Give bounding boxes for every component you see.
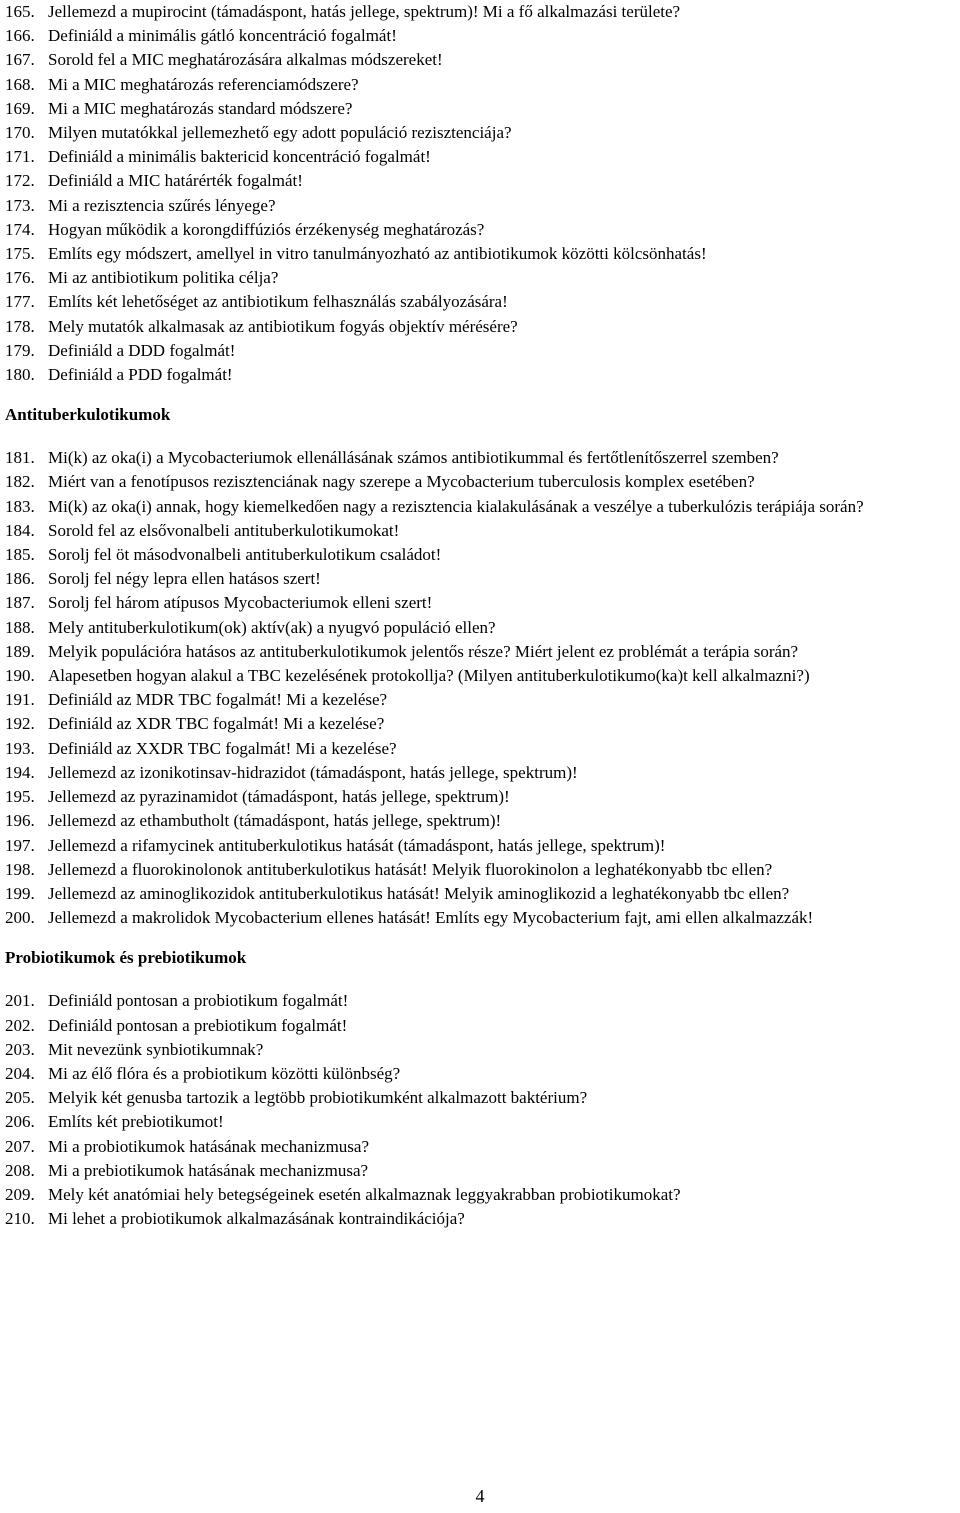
list-item bbox=[5, 495, 955, 519]
question-text: Mi a probiotikumok hatásának mechanizmusa? bbox=[48, 1136, 370, 1156]
question-number: 204. bbox=[5, 1063, 35, 1083]
list-item bbox=[5, 712, 955, 736]
question-number: 173. bbox=[5, 195, 35, 215]
question-number: 171. bbox=[5, 147, 35, 167]
question-number: 205. bbox=[5, 1088, 35, 1108]
question-list-2 bbox=[5, 446, 955, 930]
list-item bbox=[5, 48, 955, 72]
list-item bbox=[5, 616, 955, 640]
list-item bbox=[5, 446, 955, 470]
question-text: Jellemezd az izonikotinsav-hidrazidot (támadáspont, hatás jellege, spektrum)! bbox=[48, 762, 578, 782]
list-item bbox=[5, 1183, 955, 1207]
list-item bbox=[5, 858, 955, 882]
question-number: 197. bbox=[5, 835, 35, 855]
question-number: 168. bbox=[5, 74, 35, 94]
question-text: Definiáld a DDD fogalmát! bbox=[48, 340, 236, 360]
question-text: Említs két lehetőséget az antibiotikum felhasználás szabályozására! bbox=[48, 292, 508, 312]
list-item bbox=[5, 688, 955, 712]
question-text: Sorolj fel öt másodvonalbeli antituberkulotikum családot! bbox=[48, 545, 442, 565]
question-text: Sorolj fel három atípusos Mycobacteriumok elleni szert! bbox=[48, 593, 433, 613]
list-item bbox=[5, 834, 955, 858]
list-item bbox=[5, 1135, 955, 1159]
list-item bbox=[5, 339, 955, 363]
question-number: 192. bbox=[5, 714, 35, 734]
question-text: Miért van a fenotípusos rezisztenciának nagy szerepe a Mycobacterium tuberculosis komplex esetében? bbox=[48, 472, 755, 492]
question-text: Jellemezd a rifamycinek antituberkulotikus hatását (támadáspont, hatás jellege, spektrum)! bbox=[48, 835, 666, 855]
question-number: 195. bbox=[5, 787, 35, 807]
question-number: 183. bbox=[5, 496, 35, 516]
list-item bbox=[5, 1062, 955, 1086]
list-item bbox=[5, 1159, 955, 1183]
question-text: Mely antituberkulotikum(ok) aktív(ak) a nyugvó populáció ellen? bbox=[48, 617, 496, 637]
question-number: 178. bbox=[5, 316, 35, 336]
question-number: 181. bbox=[5, 448, 35, 468]
list-item bbox=[5, 218, 955, 242]
list-item bbox=[5, 97, 955, 121]
list-item bbox=[5, 121, 955, 145]
list-item bbox=[5, 906, 955, 930]
question-number: 179. bbox=[5, 340, 35, 360]
list-item bbox=[5, 242, 955, 266]
question-text: Mely mutatók alkalmasak az antibiotikum fogyás objektív mérésére? bbox=[48, 316, 518, 336]
question-text: Mi az antibiotikum politika célja? bbox=[48, 268, 279, 288]
question-text: Sorold fel az elsővonalbeli antituberkulotikumokat! bbox=[48, 520, 400, 540]
question-number: 208. bbox=[5, 1160, 35, 1180]
question-number: 199. bbox=[5, 883, 35, 903]
list-item bbox=[5, 519, 955, 543]
list-item bbox=[5, 1207, 955, 1231]
question-text: Definiáld az MDR TBC fogalmát! Mi a kezelése? bbox=[48, 690, 388, 710]
question-number: 185. bbox=[5, 545, 35, 565]
question-number: 201. bbox=[5, 991, 35, 1011]
list-item bbox=[5, 266, 955, 290]
list-item bbox=[5, 1086, 955, 1110]
question-text: Alapesetben hogyan alakul a TBC kezelésének protokollja? (Milyen antituberkulotikumo(ka)t kell alkalmazni?) bbox=[48, 666, 810, 686]
list-item bbox=[5, 761, 955, 785]
list-item bbox=[5, 1110, 955, 1134]
question-text: Melyik populációra hatásos az antituberkulotikumok jelentős része? Miért jelent ez problémát a terápia során? bbox=[48, 641, 799, 661]
list-item bbox=[5, 24, 955, 48]
question-number: 207. bbox=[5, 1136, 35, 1156]
question-number: 175. bbox=[5, 244, 35, 264]
question-text: Jellemezd a makrolidok Mycobacterium ellenes hatását! Említs egy Mycobacterium fajt, ami ellen alkalmazzák! bbox=[48, 908, 814, 928]
list-item bbox=[5, 640, 955, 664]
question-number: 166. bbox=[5, 26, 35, 46]
question-text: Sorold fel a MIC meghatározására alkalmas módszereket! bbox=[48, 50, 443, 70]
page-number: 4 bbox=[475, 1486, 485, 1506]
question-number: 188. bbox=[5, 617, 35, 637]
question-number: 177. bbox=[5, 292, 35, 312]
question-text: Jellemezd a mupirocint (támadáspont, hatás jellege, spektrum)! Mi a fő alkalmazási területe? bbox=[48, 2, 681, 21]
question-number: 186. bbox=[5, 569, 35, 589]
question-number: 209. bbox=[5, 1184, 35, 1204]
question-text: Definiáld pontosan a prebiotikum fogalmát! bbox=[48, 1015, 348, 1035]
question-text: Jellemezd az pyrazinamidot (támadáspont, hatás jellege, spektrum)! bbox=[48, 787, 510, 807]
question-number: 180. bbox=[5, 365, 35, 385]
question-text: Mi(k) az oka(i) annak, hogy kiemelkedően nagy a rezisztencia kialakulásának a veszélye a tuberkulózis terápiája során? bbox=[48, 496, 864, 516]
document-page bbox=[5, 0, 955, 1231]
question-number: 165. bbox=[5, 2, 35, 21]
question-number: 172. bbox=[5, 171, 35, 191]
list-item bbox=[5, 0, 955, 24]
question-text: Sorolj fel négy lepra ellen hatásos szert! bbox=[48, 569, 321, 589]
question-number: 202. bbox=[5, 1015, 35, 1035]
question-text: Mi a MIC meghatározás standard módszere? bbox=[48, 98, 353, 118]
list-item bbox=[5, 882, 955, 906]
question-text: Mi lehet a probiotikumok alkalmazásának kontraindikációja? bbox=[48, 1209, 465, 1229]
list-item bbox=[5, 194, 955, 218]
question-text: Mi az élő flóra és a probiotikum közötti különbség? bbox=[48, 1063, 401, 1083]
list-item bbox=[5, 591, 955, 615]
question-list-3 bbox=[5, 989, 955, 1231]
section-heading-antituberkulotikumok: Antituberkulotikumok bbox=[5, 405, 171, 425]
list-item bbox=[5, 169, 955, 193]
question-text: Definiáld a minimális gátló koncentráció fogalmát! bbox=[48, 26, 397, 46]
question-number: 169. bbox=[5, 98, 35, 118]
list-item bbox=[5, 785, 955, 809]
question-text: Mit nevezünk synbiotikumnak? bbox=[48, 1039, 264, 1059]
question-text: Definiáld a MIC határérték fogalmát! bbox=[48, 171, 303, 191]
question-text: Definiáld az XDR TBC fogalmát! Mi a kezelése? bbox=[48, 714, 385, 734]
question-number: 187. bbox=[5, 593, 35, 613]
question-text: Jellemezd az ethambutholt (támadáspont, hatás jellege, spektrum)! bbox=[48, 811, 502, 831]
question-text: Említs egy módszert, amellyel in vitro tanulmányozható az antibiotikumok közötti kölcsönhatás! bbox=[48, 244, 707, 264]
question-number: 198. bbox=[5, 859, 35, 879]
question-number: 167. bbox=[5, 50, 35, 70]
question-number: 203. bbox=[5, 1039, 35, 1059]
list-item bbox=[5, 145, 955, 169]
question-number: 184. bbox=[5, 520, 35, 540]
question-text: Mi a prebiotikumok hatásának mechanizmusa? bbox=[48, 1160, 369, 1180]
question-number: 191. bbox=[5, 690, 35, 710]
question-text: Definiáld az XXDR TBC fogalmát! Mi a kezelése? bbox=[48, 738, 397, 758]
list-item bbox=[5, 1014, 955, 1038]
question-number: 194. bbox=[5, 762, 35, 782]
list-item bbox=[5, 543, 955, 567]
question-text: Milyen mutatókkal jellemezhető egy adott populáció rezisztenciája? bbox=[48, 123, 512, 143]
list-item bbox=[5, 989, 955, 1013]
question-text: Jellemezd az aminoglikozidok antituberkulotikus hatását! Melyik aminoglikozid a leghatékonyabb tbc ellen? bbox=[48, 883, 790, 903]
question-text: Definiáld a minimális baktericid koncentráció fogalmát! bbox=[48, 147, 431, 167]
question-number: 206. bbox=[5, 1112, 35, 1132]
list-item bbox=[5, 737, 955, 761]
list-item bbox=[5, 809, 955, 833]
question-number: 190. bbox=[5, 666, 35, 686]
list-item bbox=[5, 470, 955, 494]
question-text: Mi a rezisztencia szűrés lényege? bbox=[48, 195, 276, 215]
question-number: 210. bbox=[5, 1209, 35, 1229]
question-text: Hogyan működik a korongdiffúziós érzékenység meghatározás? bbox=[48, 219, 485, 239]
list-item bbox=[5, 567, 955, 591]
section-heading-probiotikumok: Probiotikumok és prebiotikumok bbox=[5, 948, 247, 968]
question-number: 196. bbox=[5, 811, 35, 831]
list-item bbox=[5, 363, 955, 387]
question-number: 189. bbox=[5, 641, 35, 661]
question-text: Mely két anatómiai hely betegségeinek esetén alkalmaznak leggyakrabban probiotikumokat? bbox=[48, 1184, 681, 1204]
question-text: Mi(k) az oka(i) a Mycobacteriumok ellenállásának számos antibiotikummal és fertőtlenítőszerrel szemben? bbox=[48, 448, 779, 468]
question-text: Definiáld a PDD fogalmát! bbox=[48, 365, 233, 385]
question-text: Említs két prebiotikumot! bbox=[48, 1112, 224, 1132]
question-text: Mi a MIC meghatározás referenciamódszere? bbox=[48, 74, 359, 94]
question-number: 170. bbox=[5, 123, 35, 143]
question-number: 193. bbox=[5, 738, 35, 758]
question-number: 182. bbox=[5, 472, 35, 492]
list-item bbox=[5, 290, 955, 314]
question-text: Definiáld pontosan a probiotikum fogalmát! bbox=[48, 991, 349, 1011]
question-number: 176. bbox=[5, 268, 35, 288]
list-item bbox=[5, 73, 955, 97]
question-text: Jellemezd a fluorokinolonok antituberkulotikus hatását! Melyik fluorokinolon a leghatékonyabb tbc ellen? bbox=[48, 859, 773, 879]
question-number: 174. bbox=[5, 219, 35, 239]
question-text: Melyik két genusba tartozik a legtöbb probiotikumként alkalmazott baktérium? bbox=[48, 1088, 588, 1108]
list-item bbox=[5, 1038, 955, 1062]
question-number: 200. bbox=[5, 908, 35, 928]
question-list-1 bbox=[5, 0, 955, 387]
list-item bbox=[5, 315, 955, 339]
list-item bbox=[5, 664, 955, 688]
